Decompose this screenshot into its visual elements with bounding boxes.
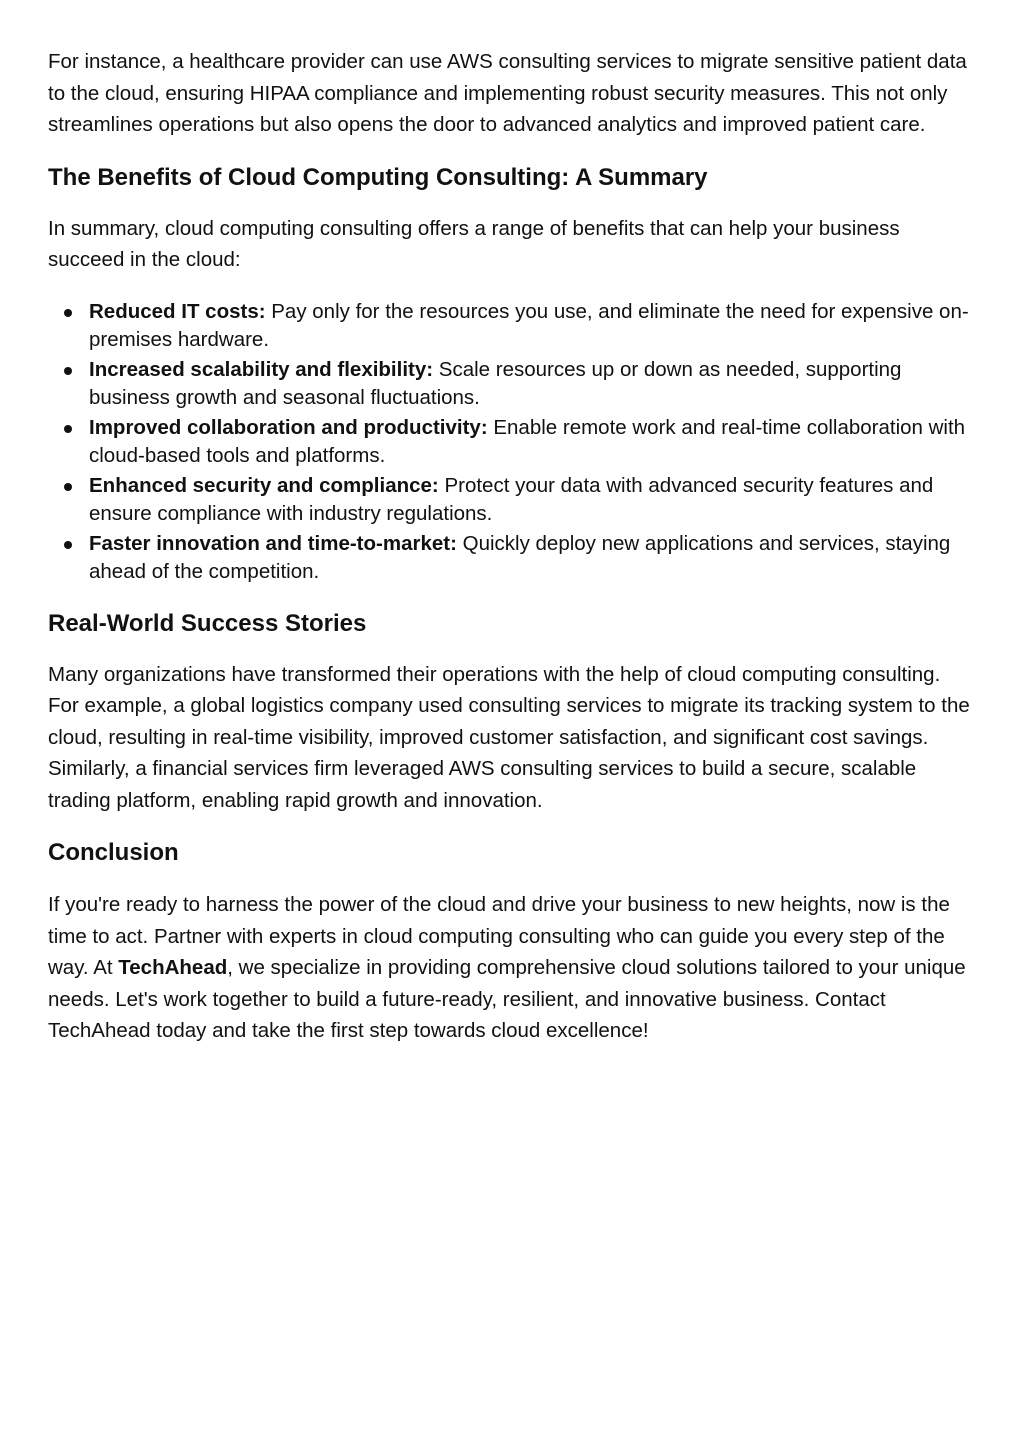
bullet-icon (64, 309, 72, 317)
benefits-list (48, 298, 976, 587)
conclusion-heading: Conclusion (48, 839, 179, 866)
benefit-text: Enable remote work and real-time collaboration with cloud-based tools and platforms. (89, 415, 966, 467)
brand-name: TechAhead (118, 956, 228, 979)
benefit-text: Quickly deploy new applications and services, staying ahead of the competition. (89, 531, 951, 583)
benefit-text: Pay only for the resources you use, and eliminate the need for expensive on-premises hardware. (89, 299, 969, 351)
list-item (48, 472, 976, 529)
list-item (48, 298, 976, 355)
benefit-title: Improved collaboration and productivity: (89, 415, 488, 439)
benefit-title: Increased scalability and flexibility: (89, 357, 434, 381)
benefit-text: Scale resources up or down as needed, supporting business growth and seasonal fluctuations. (89, 357, 902, 409)
list-item (48, 530, 976, 587)
success-stories-heading: Real-World Success Stories (48, 609, 367, 637)
list-item (48, 414, 976, 471)
benefit-title: Reduced IT costs: (89, 299, 266, 323)
conclusion-text-end: , we specialize in providing comprehensive cloud solutions tailored to your unique needs. Let's work together to build a future-ready, resilient, and innovative business. Contact TechAhead today and take the first step towards cloud excellence! (48, 956, 966, 1042)
success-stories-paragraph: Many organizations have transformed their operations with the help of cloud computing consulting. For example, a global logistics company used consulting services to migrate its tracking system to the cloud, resulting in real-time visibility, improved customer satisfaction, and significant cost savings. Similarly, a financial services firm leveraged AWS consulting services to build a secure, scalable trading platform, enabling rapid growth and innovation. (48, 662, 970, 812)
bullet-icon (64, 367, 72, 375)
bullet-icon (64, 483, 72, 491)
bullet-icon (64, 425, 72, 433)
benefit-title: Faster innovation and time-to-market: (89, 531, 457, 555)
benefit-title: Enhanced security and compliance: (89, 473, 439, 497)
list-item (48, 356, 976, 413)
benefit-text: Protect your data with advanced security features and ensure compliance with industry regulations. (89, 473, 934, 525)
intro-paragraph: For instance, a healthcare provider can use AWS consulting services to migrate sensitive patient data to the cloud, ensuring HIPAA compliance and implementing robust security measures. This not only streamlines operations but also opens the door to advanced analytics and improved patient care. (48, 50, 967, 136)
benefits-heading: The Benefits of Cloud Computing Consulting: A Summary (48, 163, 708, 191)
conclusion-text-start: If you're ready to harness the power of the cloud and drive your business to new heights, now is the time to act. Partner with experts in cloud computing consulting who can guide you every step of the way. At (48, 893, 950, 979)
benefits-intro-paragraph: In summary, cloud computing consulting offers a range of benefits that can help your business succeed in the cloud: (48, 216, 900, 271)
bullet-icon (64, 541, 72, 549)
conclusion-paragraph (48, 889, 976, 1047)
